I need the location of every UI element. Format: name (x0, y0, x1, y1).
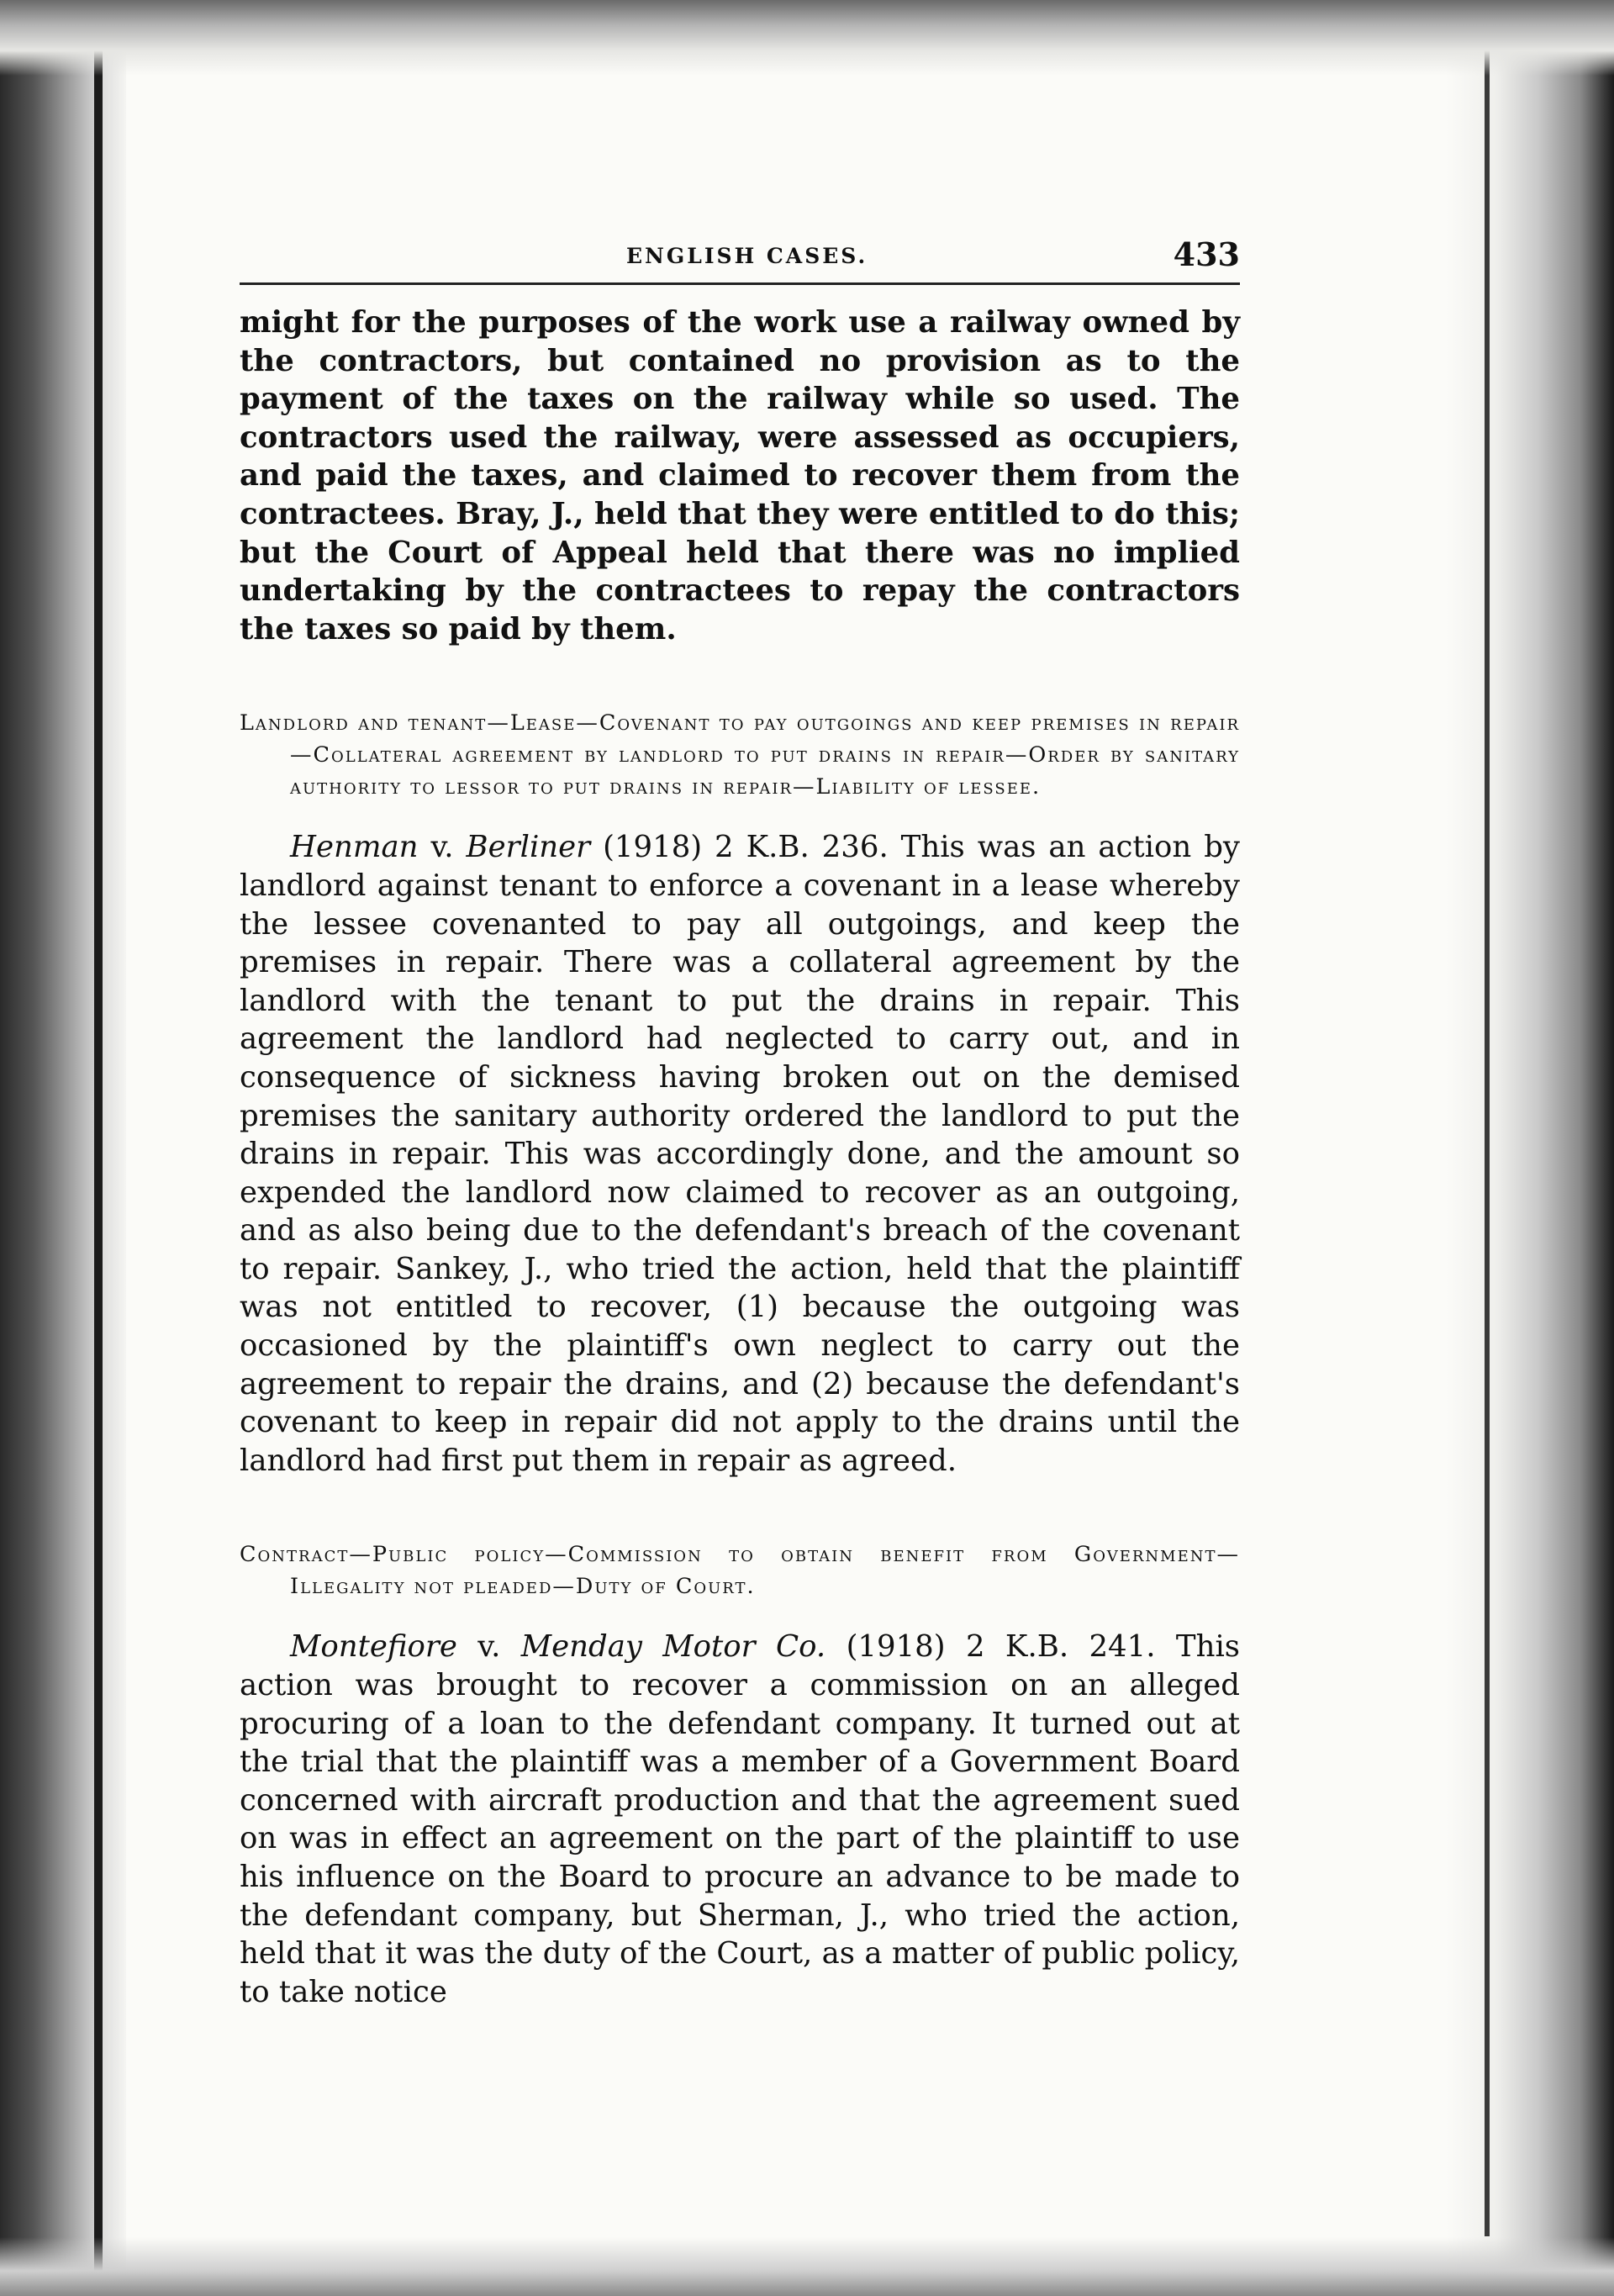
case-versus: v. (418, 830, 467, 865)
case-name: Montefiore (290, 1629, 457, 1665)
case-body: This was an action by landlord against tenant to enforce a covenant in a lease whereby the lessee covenanted to pay all outgoings, and keep the premises in repair. There was a collateral agreement by the landlord with the tenant to put the drains in repair. This agreement the landlord had neglected to carry out, and in consequence of sickness having broken out on the demised premises the sanitary authority ordered the landlord to put the drains in repair. This was accordingly done, and the amount so expended the landlord now claimed to recover as an outgoing, and as also being due to the defendant's breach of the covenant to repair. Sankey, J., who tried the action, held that the plaintiff was not entitled to recover, (1) because the outgoing was occasioned by the plaintiff's own neglect to carry out the agreement to repair the drains, and (2) because the defendant's covenant to keep in repair did not apply to the drains until the landlord had first put them in repair as agreed. (240, 830, 1240, 1478)
scan-left-edge (0, 0, 126, 2296)
header-rule (240, 282, 1240, 285)
running-title: ENGLISH CASES. (626, 244, 868, 268)
page-edge-line (1485, 50, 1490, 2236)
scan-right-edge (1446, 0, 1614, 2296)
case-paragraph-montefiore (240, 1628, 1240, 2011)
case-body: This action was brought to recover a commission on an alleged procuring of a loan to the defendant company. It turned out at the trial that the plaintiff was a member of a Government Board concerned with aircraft production and that the agreement sued on was in effect an agreement on the part of the plaintiff to use his influence on the Board to procure an advance to be made to the defendant company, but Sherman, J., who tried the action, held that it was the duty of the Court, as a matter of public policy, to take notice (240, 1629, 1241, 2009)
case-citation: (1918) 2 K.B. 241. (825, 1629, 1156, 1665)
scan-top-edge (0, 0, 1614, 76)
case-paragraph-henman (240, 828, 1240, 1480)
binding-shadow (94, 0, 103, 2296)
page-number: 433 (1173, 235, 1240, 273)
running-head (240, 235, 1240, 277)
page-content (240, 235, 1240, 2011)
scan-bottom-edge (0, 2237, 1614, 2296)
case-versus: v. (456, 1629, 521, 1665)
case-name-defendant: Berliner (466, 830, 591, 865)
headnote-contract: Contract—Public policy—Commission to obtain benefit from Government—Illegality not pleaded—Duty of Court. (240, 1542, 1240, 1600)
continuation-paragraph: might for the purposes of the work use a railway owned by the contractors, but contained no provision as to the payment of the taxes on the railway while so used. The contractors used the railway, were assessed as occupiers, and paid the taxes, and claimed to recover them from the contractees. Bray, J., held that they were entitled to do this; but the Court of Appeal held that there was no implied undertaking by the contractees to repay the contractors the taxes so paid by them. (240, 305, 1240, 647)
headnote-landlord-tenant: Landlord and tenant—Lease—Covenant to pay outgoings and keep premises in repair—Collateral agreement by landlord to put drains in repair—Order by sanitary authority to lessor to put drains in repair—Liability of lessee. (240, 710, 1240, 800)
case-citation: (1918) 2 K.B. 236. (590, 830, 889, 865)
case-name-defendant: Menday Motor Co. (520, 1629, 826, 1665)
case-name: Henman (290, 830, 419, 865)
